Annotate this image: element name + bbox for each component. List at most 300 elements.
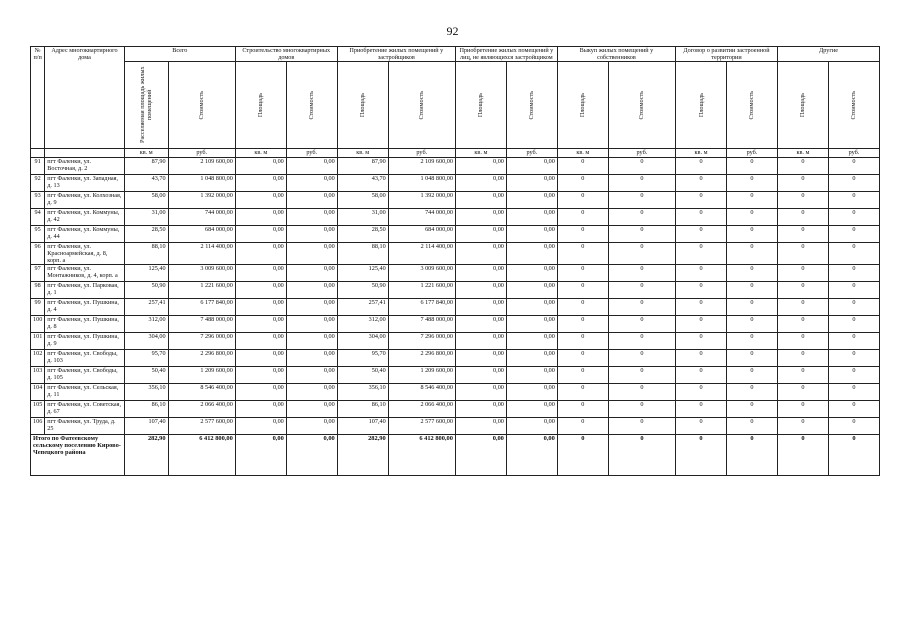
unit-area: кв. м — [337, 149, 388, 158]
row-buyout-area: 0 — [557, 299, 608, 316]
row-area: 304,00 — [124, 333, 168, 350]
table-body — [31, 158, 880, 435]
row-area: 50,40 — [124, 367, 168, 384]
row-construction-area: 0,00 — [235, 350, 286, 367]
table-row — [31, 243, 880, 265]
row-developer-area: 88,10 — [337, 243, 388, 265]
header-group-other: Другие — [777, 47, 879, 62]
row-nondeveloper-cost: 0,00 — [506, 209, 557, 226]
row-buyout-area: 0 — [557, 418, 608, 435]
row-contract-cost: 0 — [727, 401, 778, 418]
row-number: 92 — [31, 175, 45, 192]
row-contract-cost: 0 — [727, 316, 778, 333]
row-buyout-area: 0 — [557, 192, 608, 209]
row-cost: 6 177 840,00 — [168, 299, 235, 316]
row-address: пгт Фаленки, ул. Монтажников, д. 4, корп. а — [45, 265, 124, 282]
row-contract-cost: 0 — [727, 350, 778, 367]
table-row — [31, 158, 880, 175]
row-buyout-cost: 0 — [608, 192, 675, 209]
table-row — [31, 367, 880, 384]
table-row — [31, 265, 880, 282]
row-nondeveloper-area: 0,00 — [455, 243, 506, 265]
row-contract-area: 0 — [676, 384, 727, 401]
row-cost: 1 392 000,00 — [168, 192, 235, 209]
row-address: пгт Фаленки, ул. Западная, д. 13 — [45, 175, 124, 192]
row-contract-cost: 0 — [727, 367, 778, 384]
row-developer-area: 50,90 — [337, 282, 388, 299]
page-number: 92 — [446, 24, 459, 38]
row-other-area: 0 — [777, 175, 828, 192]
row-nondeveloper-cost: 0,00 — [506, 175, 557, 192]
row-construction-cost: 0,00 — [286, 333, 337, 350]
row-contract-area: 0 — [676, 265, 727, 282]
total-buyout-cost: 0 — [608, 435, 675, 476]
row-address: пгт Фаленки, ул. Пушкина, д. 8 — [45, 316, 124, 333]
row-buyout-area: 0 — [557, 384, 608, 401]
row-nondeveloper-cost: 0,00 — [506, 333, 557, 350]
row-cost: 1 048 800,00 — [168, 175, 235, 192]
total-developer-cost: 6 412 800,00 — [388, 435, 455, 476]
row-construction-area: 0,00 — [235, 401, 286, 418]
row-address: пгт Фаленки, ул. Пушкина, д. 9 — [45, 333, 124, 350]
row-contract-area: 0 — [676, 401, 727, 418]
table-row — [31, 384, 880, 401]
row-number: 102 — [31, 350, 45, 367]
row-construction-area: 0,00 — [235, 243, 286, 265]
row-developer-area: 95,70 — [337, 350, 388, 367]
row-other-cost: 0 — [828, 226, 879, 243]
row-buyout-area: 0 — [557, 243, 608, 265]
row-buyout-cost: 0 — [608, 384, 675, 401]
row-buyout-area: 0 — [557, 265, 608, 282]
row-developer-cost: 2 066 400,00 — [388, 401, 455, 418]
unit-area: кв. м — [557, 149, 608, 158]
row-address: пгт Фаленки, ул. Пушкина, д. 4 — [45, 299, 124, 316]
row-developer-area: 43,70 — [337, 175, 388, 192]
total-label: Итого по Фатеевскому сельскому поселению Кирово-Чепецкого района — [31, 435, 125, 476]
subheader-area: Площадь — [557, 62, 608, 149]
row-nondeveloper-cost: 0,00 — [506, 158, 557, 175]
row-construction-area: 0,00 — [235, 265, 286, 282]
row-buyout-cost: 0 — [608, 282, 675, 299]
subheader-area: Площадь — [676, 62, 727, 149]
row-construction-area: 0,00 — [235, 192, 286, 209]
subheader-cost: Стоимость — [828, 62, 879, 149]
row-number: 103 — [31, 367, 45, 384]
row-developer-area: 312,00 — [337, 316, 388, 333]
row-address: пгт Фаленки, ул. Советская, д. 67 — [45, 401, 124, 418]
total-construction-cost: 0,00 — [286, 435, 337, 476]
row-construction-area: 0,00 — [235, 418, 286, 435]
row-contract-cost: 0 — [727, 243, 778, 265]
row-address: пгт Фаленки, ул. Коммуны, д. 42 — [45, 209, 124, 226]
row-address: пгт Фаленки, ул. Труда, д. 25 — [45, 418, 124, 435]
row-developer-cost: 2 109 600,00 — [388, 158, 455, 175]
row-buyout-area: 0 — [557, 226, 608, 243]
row-other-area: 0 — [777, 282, 828, 299]
row-other-area: 0 — [777, 333, 828, 350]
row-address: пгт Фаленки, ул. Красноармейская, д. 8, корп. а — [45, 243, 124, 265]
row-nondeveloper-area: 0,00 — [455, 175, 506, 192]
row-other-cost: 0 — [828, 175, 879, 192]
row-construction-area: 0,00 — [235, 316, 286, 333]
row-area: 31,00 — [124, 209, 168, 226]
table-row — [31, 401, 880, 418]
row-nondeveloper-cost: 0,00 — [506, 316, 557, 333]
row-area: 43,70 — [124, 175, 168, 192]
row-nondeveloper-area: 0,00 — [455, 333, 506, 350]
row-developer-cost: 3 009 600,00 — [388, 265, 455, 282]
row-other-area: 0 — [777, 209, 828, 226]
row-construction-cost: 0,00 — [286, 175, 337, 192]
row-other-cost: 0 — [828, 333, 879, 350]
unit-cost: руб. — [506, 149, 557, 158]
subheader-area: Площадь — [455, 62, 506, 149]
row-contract-cost: 0 — [727, 299, 778, 316]
subheader-cost: Стоимость — [727, 62, 778, 149]
row-other-cost: 0 — [828, 316, 879, 333]
subheader-area: Площадь — [235, 62, 286, 149]
row-developer-cost: 2 577 600,00 — [388, 418, 455, 435]
row-contract-area: 0 — [676, 299, 727, 316]
table-row — [31, 192, 880, 209]
row-area: 312,00 — [124, 316, 168, 333]
row-construction-cost: 0,00 — [286, 401, 337, 418]
row-cost: 1 221 600,00 — [168, 282, 235, 299]
row-contract-area: 0 — [676, 175, 727, 192]
row-buyout-cost: 0 — [608, 299, 675, 316]
row-address: пгт Фаленки, ул. Свободы, д. 105 — [45, 367, 124, 384]
row-construction-cost: 0,00 — [286, 243, 337, 265]
row-construction-cost: 0,00 — [286, 299, 337, 316]
table-row — [31, 299, 880, 316]
row-contract-cost: 0 — [727, 418, 778, 435]
row-contract-cost: 0 — [727, 265, 778, 282]
row-construction-area: 0,00 — [235, 175, 286, 192]
row-other-cost: 0 — [828, 299, 879, 316]
table-row — [31, 226, 880, 243]
row-buyout-area: 0 — [557, 350, 608, 367]
row-area: 28,50 — [124, 226, 168, 243]
row-other-cost: 0 — [828, 384, 879, 401]
row-buyout-cost: 0 — [608, 226, 675, 243]
row-other-cost: 0 — [828, 401, 879, 418]
row-construction-area: 0,00 — [235, 158, 286, 175]
row-nondeveloper-area: 0,00 — [455, 418, 506, 435]
total-other-area: 0 — [777, 435, 828, 476]
row-buyout-area: 0 — [557, 209, 608, 226]
row-other-area: 0 — [777, 316, 828, 333]
row-nondeveloper-cost: 0,00 — [506, 367, 557, 384]
total-contract-area: 0 — [676, 435, 727, 476]
row-other-cost: 0 — [828, 350, 879, 367]
total-construction-area: 0,00 — [235, 435, 286, 476]
row-developer-cost: 2 296 800,00 — [388, 350, 455, 367]
subheader-cost: Стоимость — [388, 62, 455, 149]
row-construction-area: 0,00 — [235, 333, 286, 350]
row-cost: 3 009 600,00 — [168, 265, 235, 282]
table-row — [31, 418, 880, 435]
row-contract-area: 0 — [676, 418, 727, 435]
row-developer-cost: 744 000,00 — [388, 209, 455, 226]
row-address: пгт Фаленки, ул. Парковая, д. 1 — [45, 282, 124, 299]
unit-area: кв. м — [455, 149, 506, 158]
row-contract-cost: 0 — [727, 209, 778, 226]
row-cost: 2 296 800,00 — [168, 350, 235, 367]
row-construction-cost: 0,00 — [286, 367, 337, 384]
total-row — [31, 435, 880, 476]
row-cost: 7 296 000,00 — [168, 333, 235, 350]
row-other-area: 0 — [777, 384, 828, 401]
row-nondeveloper-cost: 0,00 — [506, 299, 557, 316]
row-construction-cost: 0,00 — [286, 282, 337, 299]
table-row — [31, 333, 880, 350]
row-developer-cost: 1 048 800,00 — [388, 175, 455, 192]
row-cost: 2 577 600,00 — [168, 418, 235, 435]
total-nondeveloper-cost: 0,00 — [506, 435, 557, 476]
row-buyout-cost: 0 — [608, 209, 675, 226]
row-construction-area: 0,00 — [235, 209, 286, 226]
row-contract-cost: 0 — [727, 158, 778, 175]
row-area: 50,90 — [124, 282, 168, 299]
subheader-area: Площадь — [337, 62, 388, 149]
row-cost: 1 209 600,00 — [168, 367, 235, 384]
row-other-area: 0 — [777, 367, 828, 384]
row-nondeveloper-cost: 0,00 — [506, 384, 557, 401]
row-cost: 7 488 000,00 — [168, 316, 235, 333]
row-other-area: 0 — [777, 350, 828, 367]
row-other-cost: 0 — [828, 243, 879, 265]
row-nondeveloper-cost: 0,00 — [506, 282, 557, 299]
row-area: 257,41 — [124, 299, 168, 316]
row-nondeveloper-cost: 0,00 — [506, 265, 557, 282]
row-other-area: 0 — [777, 243, 828, 265]
total-cost: 6 412 800,00 — [168, 435, 235, 476]
row-address: пгт Фаленки, ул. Сельская, д. 11 — [45, 384, 124, 401]
row-buyout-cost: 0 — [608, 333, 675, 350]
header-group-developer-purchase: Приобретение жилых помещений у застройщиков — [337, 47, 455, 62]
unit-cost: руб. — [828, 149, 879, 158]
subheader-cost: Стоимость — [608, 62, 675, 149]
row-cost: 2 066 400,00 — [168, 401, 235, 418]
subheader-area: Площадь — [777, 62, 828, 149]
table-row — [31, 350, 880, 367]
total-developer-area: 282,90 — [337, 435, 388, 476]
row-address: пгт Фаленки, ул. Коммуны, д. 44 — [45, 226, 124, 243]
row-area: 107,40 — [124, 418, 168, 435]
row-developer-cost: 7 488 000,00 — [388, 316, 455, 333]
row-construction-area: 0,00 — [235, 299, 286, 316]
row-nondeveloper-cost: 0,00 — [506, 243, 557, 265]
row-buyout-cost: 0 — [608, 350, 675, 367]
row-other-cost: 0 — [828, 418, 879, 435]
row-contract-area: 0 — [676, 333, 727, 350]
row-developer-cost: 7 296 000,00 — [388, 333, 455, 350]
row-construction-cost: 0,00 — [286, 158, 337, 175]
row-buyout-area: 0 — [557, 282, 608, 299]
row-nondeveloper-area: 0,00 — [455, 282, 506, 299]
row-other-cost: 0 — [828, 282, 879, 299]
row-developer-area: 257,41 — [337, 299, 388, 316]
row-buyout-area: 0 — [557, 367, 608, 384]
row-nondeveloper-cost: 0,00 — [506, 401, 557, 418]
row-developer-cost: 6 177 840,00 — [388, 299, 455, 316]
header-group-nondeveloper-purchase: Приобретение жилых помещений у лиц, не являющихся застройщиком — [455, 47, 557, 62]
unit-area: кв. м — [235, 149, 286, 158]
row-developer-area: 86,10 — [337, 401, 388, 418]
unit-area: кв. м — [124, 149, 168, 158]
subheader-cost: Стоимость — [286, 62, 337, 149]
row-construction-cost: 0,00 — [286, 350, 337, 367]
row-construction-cost: 0,00 — [286, 226, 337, 243]
total-nondeveloper-area: 0,00 — [455, 435, 506, 476]
row-nondeveloper-area: 0,00 — [455, 367, 506, 384]
row-other-cost: 0 — [828, 265, 879, 282]
row-number: 101 — [31, 333, 45, 350]
row-area: 88,10 — [124, 243, 168, 265]
row-contract-area: 0 — [676, 243, 727, 265]
row-buyout-cost: 0 — [608, 243, 675, 265]
row-other-area: 0 — [777, 192, 828, 209]
row-developer-cost: 684 000,00 — [388, 226, 455, 243]
row-buyout-cost: 0 — [608, 401, 675, 418]
row-buyout-cost: 0 — [608, 418, 675, 435]
total-contract-cost: 0 — [727, 435, 778, 476]
row-developer-area: 28,50 — [337, 226, 388, 243]
row-nondeveloper-area: 0,00 — [455, 350, 506, 367]
row-number: 97 — [31, 265, 45, 282]
row-nondeveloper-cost: 0,00 — [506, 192, 557, 209]
row-developer-area: 87,90 — [337, 158, 388, 175]
table-row — [31, 316, 880, 333]
row-area: 95,70 — [124, 350, 168, 367]
row-nondeveloper-area: 0,00 — [455, 299, 506, 316]
row-number: 104 — [31, 384, 45, 401]
row-developer-cost: 8 546 400,00 — [388, 384, 455, 401]
total-other-cost: 0 — [828, 435, 879, 476]
row-nondeveloper-area: 0,00 — [455, 192, 506, 209]
row-contract-area: 0 — [676, 226, 727, 243]
row-contract-cost: 0 — [727, 333, 778, 350]
row-nondeveloper-area: 0,00 — [455, 384, 506, 401]
row-other-area: 0 — [777, 265, 828, 282]
row-developer-area: 107,40 — [337, 418, 388, 435]
row-buyout-cost: 0 — [608, 158, 675, 175]
total-area: 282,90 — [124, 435, 168, 476]
row-buyout-cost: 0 — [608, 175, 675, 192]
row-number: 95 — [31, 226, 45, 243]
table-row — [31, 209, 880, 226]
row-cost: 684 000,00 — [168, 226, 235, 243]
row-cost: 2 109 600,00 — [168, 158, 235, 175]
row-contract-area: 0 — [676, 192, 727, 209]
header-number: № п/п — [31, 47, 45, 149]
row-number: 91 — [31, 158, 45, 175]
row-nondeveloper-cost: 0,00 — [506, 418, 557, 435]
unit-cost: руб. — [168, 149, 235, 158]
row-buyout-cost: 0 — [608, 367, 675, 384]
row-area: 356,10 — [124, 384, 168, 401]
unit-cost: руб. — [388, 149, 455, 158]
row-contract-cost: 0 — [727, 175, 778, 192]
row-other-area: 0 — [777, 299, 828, 316]
row-construction-cost: 0,00 — [286, 316, 337, 333]
row-developer-area: 125,40 — [337, 265, 388, 282]
row-other-cost: 0 — [828, 192, 879, 209]
row-construction-cost: 0,00 — [286, 192, 337, 209]
row-contract-area: 0 — [676, 350, 727, 367]
row-buyout-area: 0 — [557, 333, 608, 350]
header-group-construction: Строительство многоквартирных домов — [235, 47, 337, 62]
header-group-development-contract: Договор о развитии застроенной территории — [676, 47, 778, 62]
row-other-area: 0 — [777, 418, 828, 435]
row-other-cost: 0 — [828, 209, 879, 226]
row-cost: 8 546 400,00 — [168, 384, 235, 401]
row-number: 100 — [31, 316, 45, 333]
row-developer-cost: 1 221 600,00 — [388, 282, 455, 299]
unit-cost: руб. — [608, 149, 675, 158]
row-area: 87,90 — [124, 158, 168, 175]
row-buyout-area: 0 — [557, 401, 608, 418]
subheader-cost: Стоимость — [168, 62, 235, 149]
row-number: 98 — [31, 282, 45, 299]
row-developer-area: 50,40 — [337, 367, 388, 384]
header-address: Адрес многоквартирного дома — [45, 47, 124, 149]
header-group-buyout: Выкуп жилых помещений у собственников — [557, 47, 675, 62]
subheader-resettled-area: Расселяемая площадь жилых помещений — [124, 62, 168, 149]
row-number: 93 — [31, 192, 45, 209]
row-construction-cost: 0,00 — [286, 265, 337, 282]
row-developer-cost: 1 209 600,00 — [388, 367, 455, 384]
row-construction-cost: 0,00 — [286, 418, 337, 435]
row-area: 86,10 — [124, 401, 168, 418]
row-address: пгт Фаленки, ул. Колхозная, д. 9 — [45, 192, 124, 209]
row-number: 106 — [31, 418, 45, 435]
row-address: пгт Фаленки, ул. Свободы, д. 103 — [45, 350, 124, 367]
row-construction-cost: 0,00 — [286, 384, 337, 401]
row-nondeveloper-area: 0,00 — [455, 209, 506, 226]
row-buyout-area: 0 — [557, 316, 608, 333]
header-group-total: Всего — [124, 47, 235, 62]
row-buyout-cost: 0 — [608, 316, 675, 333]
row-construction-area: 0,00 — [235, 282, 286, 299]
unit-cost: руб. — [286, 149, 337, 158]
total-buyout-area: 0 — [557, 435, 608, 476]
row-developer-area: 356,10 — [337, 384, 388, 401]
row-developer-area: 58,00 — [337, 192, 388, 209]
row-other-area: 0 — [777, 226, 828, 243]
table-row — [31, 175, 880, 192]
row-contract-cost: 0 — [727, 226, 778, 243]
row-nondeveloper-area: 0,00 — [455, 226, 506, 243]
row-nondeveloper-area: 0,00 — [455, 158, 506, 175]
unit-cost: руб. — [727, 149, 778, 158]
row-number: 94 — [31, 209, 45, 226]
row-nondeveloper-area: 0,00 — [455, 316, 506, 333]
row-other-area: 0 — [777, 401, 828, 418]
row-contract-cost: 0 — [727, 384, 778, 401]
row-developer-cost: 1 392 000,00 — [388, 192, 455, 209]
row-construction-area: 0,00 — [235, 384, 286, 401]
row-other-area: 0 — [777, 158, 828, 175]
row-number: 105 — [31, 401, 45, 418]
row-number: 96 — [31, 243, 45, 265]
row-developer-area: 304,00 — [337, 333, 388, 350]
row-nondeveloper-cost: 0,00 — [506, 226, 557, 243]
row-address: пгт Фаленки, ул. Восточная, д. 2 — [45, 158, 124, 175]
row-area: 125,40 — [124, 265, 168, 282]
row-other-cost: 0 — [828, 158, 879, 175]
